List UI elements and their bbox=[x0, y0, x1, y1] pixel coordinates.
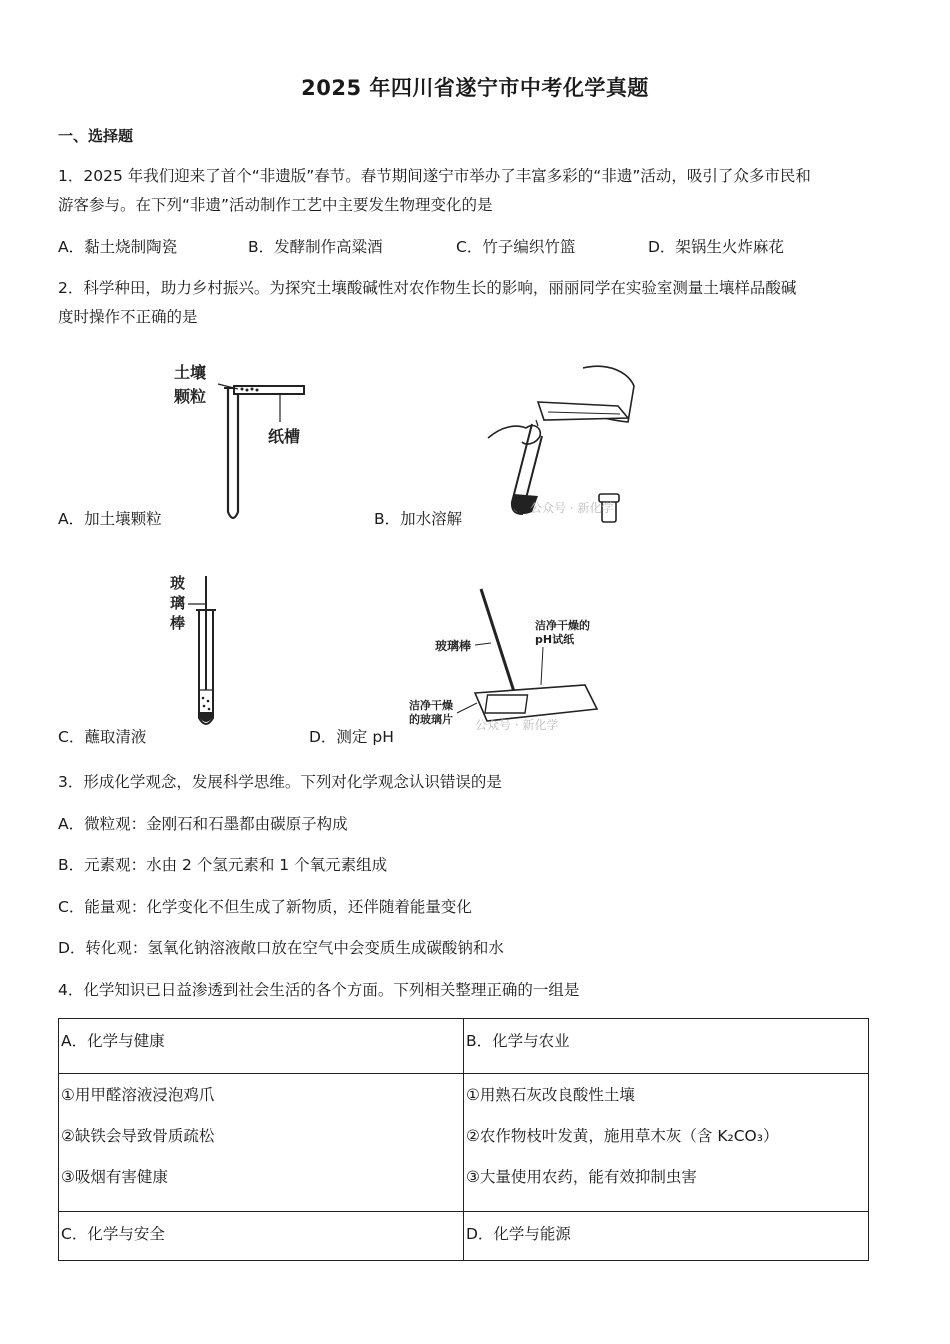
q1-option-a: A．黏土烧制陶瓷 bbox=[58, 238, 178, 256]
label-glass-rod: 玻璃棒 bbox=[435, 639, 472, 653]
q3-option-c: C．能量观：化学变化不但生成了新物质，还伴随着能量变化 bbox=[58, 898, 472, 916]
label-clean-dry: 洁净干燥的 bbox=[535, 619, 590, 632]
cell-c-head: C．化学与安全 bbox=[59, 1212, 464, 1261]
q2-stem-line2: 度时操作不正确的是 bbox=[58, 308, 198, 326]
cell-a-body bbox=[59, 1074, 464, 1212]
label-soil: 土壤 bbox=[174, 363, 207, 382]
watermark-d: 公众号 · 新化学 bbox=[475, 718, 559, 732]
b-item-1: ①用熟石灰改良酸性土壤 bbox=[466, 1086, 635, 1104]
page-title: 2025 年四川省遂宁市中考化学真题 bbox=[301, 76, 649, 100]
label-ph-paper: pH试纸 bbox=[535, 633, 575, 646]
q3-stem: 3．形成化学观念，发展科学思维。下列对化学观念认识错误的是 bbox=[58, 773, 502, 791]
test-tube-shape bbox=[228, 388, 238, 518]
q2-option-a: A．加土壤颗粒 bbox=[58, 510, 162, 528]
q3-option-d: D．转化观：氢氧化钠溶液敞口放在空气中会变质生成碳酸钠和水 bbox=[58, 939, 504, 957]
q1-stem-line1: 1．2025 年我们迎来了首个“非遗版”春节。春节期间遂宁市举办了丰富多彩的“非遗”活动，吸引了众多市民和 bbox=[58, 167, 811, 185]
glass-rod-d-shape bbox=[481, 589, 517, 701]
label-glass2: 璃 bbox=[170, 594, 186, 612]
q3-option-a: A．微粒观：金刚石和石墨都由碳原子构成 bbox=[58, 815, 348, 833]
label-glass-slide: 的玻璃片 bbox=[409, 713, 453, 726]
cell-a-head: A．化学与健康 bbox=[59, 1019, 464, 1074]
q2-option-b: B．加水溶解 bbox=[374, 510, 463, 528]
label-clean-dry2: 洁净干燥 bbox=[409, 699, 453, 712]
label-glass3: 棒 bbox=[170, 614, 186, 632]
q4-table bbox=[58, 1018, 869, 1261]
q4-stem: 4．化学知识已日益渗透到社会生活的各个方面。下列相关整理正确的一组是 bbox=[58, 981, 580, 999]
label-particles: 颗粒 bbox=[174, 387, 207, 406]
figure-measure-ph bbox=[405, 585, 605, 737]
a-item-2: ②缺铁会导致骨质疏松 bbox=[61, 1127, 215, 1145]
label-paper-trough: 纸槽 bbox=[268, 427, 301, 446]
section-heading: 一、选择题 bbox=[58, 127, 134, 145]
beaker-shape bbox=[538, 402, 628, 420]
a-item-1: ①用甲醛溶液浸泡鸡爪 bbox=[61, 1086, 215, 1104]
figure-add-soil bbox=[168, 360, 313, 526]
paper-trough-shape bbox=[234, 386, 304, 394]
label-glass1: 玻 bbox=[170, 574, 186, 592]
cell-b-body bbox=[464, 1074, 869, 1212]
q3-option-b: B．元素观：水由 2 个氢元素和 1 个氧元素组成 bbox=[58, 856, 388, 874]
q1-option-c: C．竹子编织竹篮 bbox=[456, 238, 576, 256]
b-item-3: ③大量使用农药，能有效抑制虫害 bbox=[466, 1168, 697, 1186]
ph-paper-shape bbox=[485, 695, 528, 713]
q2-option-d: D．测定 pH bbox=[309, 728, 394, 746]
cell-d-head: D．化学与能源 bbox=[464, 1212, 869, 1261]
figure-add-water bbox=[478, 362, 643, 532]
a-item-3: ③吸烟有害健康 bbox=[61, 1168, 168, 1186]
q1-option-d: D．架锅生火炸麻花 bbox=[648, 238, 784, 256]
watermark-b: 公众号 · 新化学 bbox=[530, 501, 614, 515]
hand-lower-shape bbox=[488, 426, 540, 444]
q1-option-b: B．发酵制作高粱酒 bbox=[248, 238, 383, 256]
cell-b-head: B．化学与农业 bbox=[464, 1019, 869, 1074]
figure-dip-liquid bbox=[168, 570, 238, 730]
q2-stem-line1: 2．科学种田，助力乡村振兴。为探究土壤酸碱性对农作物生长的影响，丽丽同学在实验室测量土壤样品酸碱 bbox=[58, 279, 797, 297]
q1-stem-line2: 游客参与。在下列“非遗”活动制作工艺中主要发生物理变化的是 bbox=[58, 196, 493, 214]
q2-option-c: C．蘸取清液 bbox=[58, 728, 147, 746]
b-item-2: ②农作物枝叶发黄，施用草木灰（含 K₂CO₃） bbox=[466, 1127, 779, 1145]
